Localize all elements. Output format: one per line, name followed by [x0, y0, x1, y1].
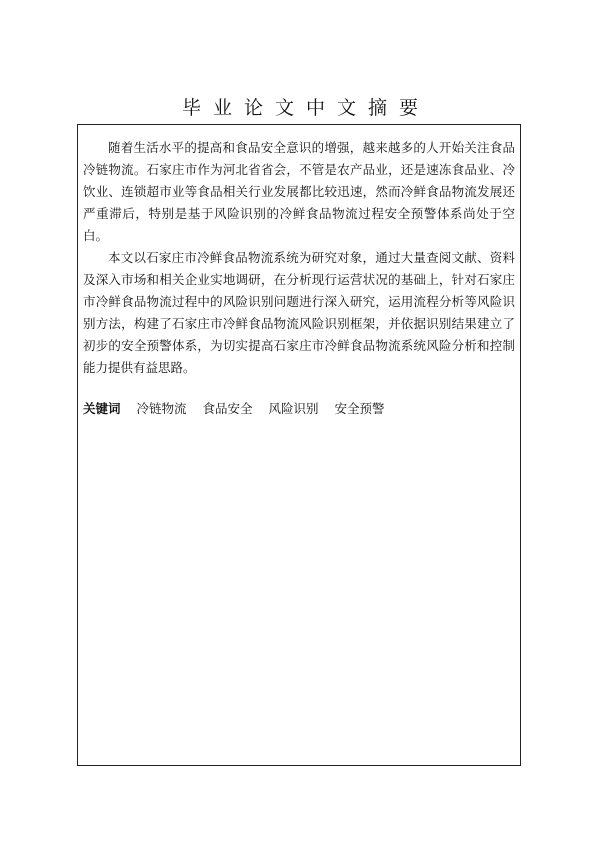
- keyword-item: 风险识别: [268, 401, 319, 416]
- abstract-paragraph: 随着生活水平的提高和食品安全意识的增强，越来越多的人开始关注食品冷链物流。石家庄市作为河北省省会，不管是农产品业，还是速冻食品业、冷饮业、连锁超市业等食品相关行业发展都比较迅速，然而冷鲜食品物流发展还严重滞后，特别是基于风险识别的冷鲜食品物流过程安全预警体系尚处于空白。: [83, 140, 515, 243]
- keywords-label: 关键词: [83, 401, 121, 416]
- page-title: 毕业论文中文摘要: [181, 97, 430, 119]
- keyword-item: 冷链物流: [136, 401, 187, 416]
- abstract-body: [83, 137, 515, 379]
- keywords-line: [83, 398, 397, 420]
- keyword-item: 食品安全: [202, 401, 253, 416]
- keyword-item: 安全预警: [334, 401, 385, 416]
- abstract-paragraph: 本文以石家庄市冷鲜食品物流系统为研究对象，通过大量查阅文献、资料及深入市场和相关企业实地调研，在分析现行运营状况的基础上，针对石家庄市冷鲜食品物流过程中的风险识别问题进行深入研究，运用流程分析等风险识别方法，构建了石家庄市冷鲜食品物流风险识别框架，并依据识别结果建立了初步的安全预警体系，为切实提高石家庄市冷鲜食品物流系统风险分析和控制能力提供有益思路。: [83, 250, 515, 375]
